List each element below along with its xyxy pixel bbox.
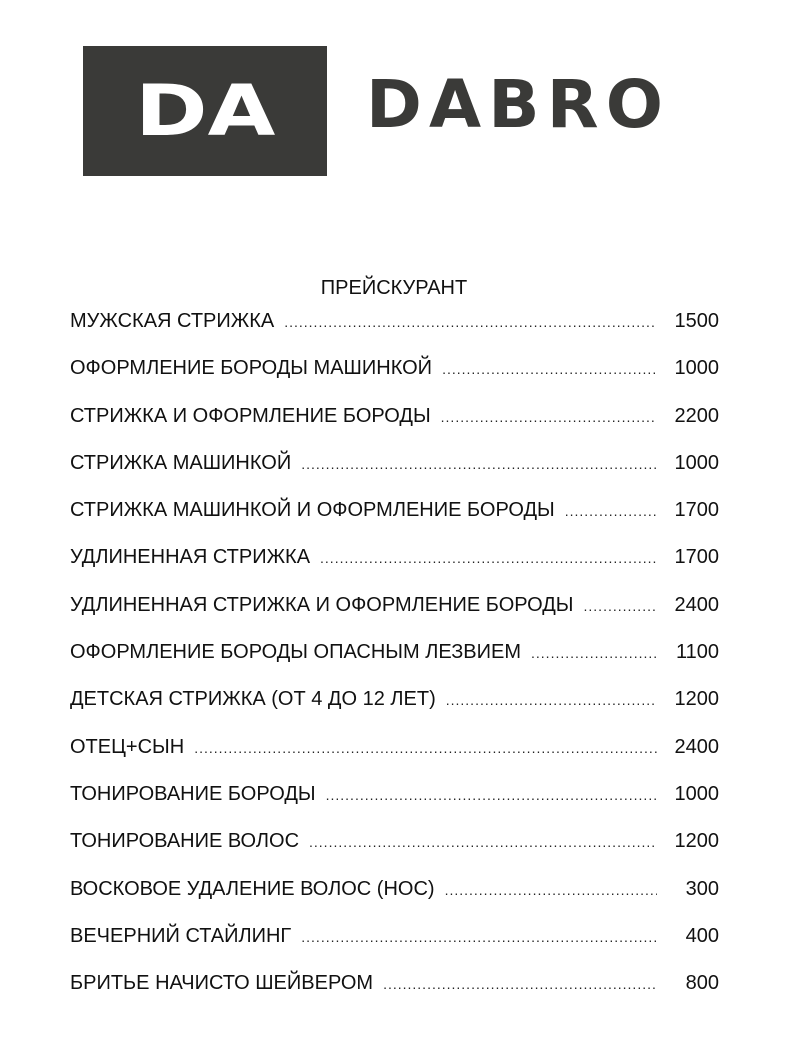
service-price: 2400 <box>674 593 719 616</box>
price-row <box>70 641 719 688</box>
price-row <box>70 452 719 499</box>
price-row <box>70 736 719 783</box>
price-row <box>70 310 719 357</box>
dot-leader <box>284 314 657 330</box>
service-name: ВЕЧЕРНИЙ СТАЙЛИНГ <box>70 924 292 947</box>
service-price: 1200 <box>674 688 719 711</box>
service-name: СТРИЖКА МАШИНКОЙ <box>70 451 292 474</box>
dot-leader <box>441 409 657 425</box>
service-name: УДЛИНЕННАЯ СТРИЖКА И ОФОРМЛЕНИЕ БОРОДЫ <box>70 593 574 616</box>
service-name: ДЕТСКАЯ СТРИЖКА (ОТ 4 ДО 12 ЛЕТ) <box>70 688 436 711</box>
service-name: ОТЕЦ+СЫН <box>70 735 185 758</box>
dot-leader <box>309 834 657 850</box>
service-price: 1000 <box>674 451 719 474</box>
dot-leader <box>445 882 657 898</box>
service-name: ОФОРМЛЕНИЕ БОРОДЫ МАШИНКОЙ <box>70 357 433 380</box>
logo-wordmark: DABRO <box>366 66 671 143</box>
service-name: МУЖСКАЯ СТРИЖКА <box>70 310 275 332</box>
dot-leader <box>446 692 657 708</box>
service-name: ВОСКОВОЕ УДАЛЕНИЕ ВОЛОС (НОС) <box>70 877 435 900</box>
service-price: 1700 <box>674 546 719 569</box>
dot-leader <box>320 550 657 566</box>
dot-leader <box>442 361 657 377</box>
logo-mark <box>83 46 327 176</box>
service-price: 1200 <box>674 830 719 853</box>
price-row <box>70 783 719 830</box>
service-price: 2200 <box>674 404 719 427</box>
dot-leader <box>584 598 657 614</box>
dot-leader <box>383 976 657 992</box>
service-price: 2400 <box>674 735 719 758</box>
price-row <box>70 546 719 593</box>
service-price: 1500 <box>674 310 719 332</box>
dot-leader <box>326 787 657 803</box>
service-price: 300 <box>685 877 719 900</box>
service-name: ТОНИРОВАНИЕ БОРОДЫ <box>70 782 316 805</box>
price-row <box>70 688 719 735</box>
service-price: 1000 <box>674 357 719 380</box>
dot-leader <box>531 645 657 661</box>
dot-leader <box>301 929 657 945</box>
service-name: ОФОРМЛЕНИЕ БОРОДЫ ОПАСНЫМ ЛЕЗВИЕМ <box>70 641 522 664</box>
price-row <box>70 594 719 641</box>
price-row <box>70 925 719 972</box>
price-row <box>70 830 719 877</box>
dot-leader <box>194 740 657 756</box>
price-row <box>70 405 719 452</box>
service-price: 400 <box>685 924 719 947</box>
service-price: 800 <box>685 972 719 995</box>
service-price: 1700 <box>674 499 719 522</box>
price-row <box>70 972 719 1019</box>
price-row <box>70 499 719 546</box>
price-row <box>70 878 719 925</box>
service-name: ТОНИРОВАНИЕ ВОЛОС <box>70 830 300 853</box>
logo-mark-text: DA <box>134 70 276 152</box>
page-title: ПРЕЙСКУРАНТ <box>320 277 468 299</box>
service-name: СТРИЖКА МАШИНКОЙ И ОФОРМЛЕНИЕ БОРОДЫ <box>70 499 555 522</box>
price-list <box>70 310 719 1019</box>
price-row <box>70 357 719 404</box>
dot-leader <box>565 503 657 519</box>
service-price: 1100 <box>675 641 719 664</box>
service-name: СТРИЖКА И ОФОРМЛЕНИЕ БОРОДЫ <box>70 404 431 427</box>
service-price: 1000 <box>674 782 719 805</box>
service-name: УДЛИНЕННАЯ СТРИЖКА <box>70 546 311 569</box>
service-name: БРИТЬЕ НАЧИСТО ШЕЙВЕРОМ <box>70 972 374 995</box>
dot-leader <box>301 456 657 472</box>
